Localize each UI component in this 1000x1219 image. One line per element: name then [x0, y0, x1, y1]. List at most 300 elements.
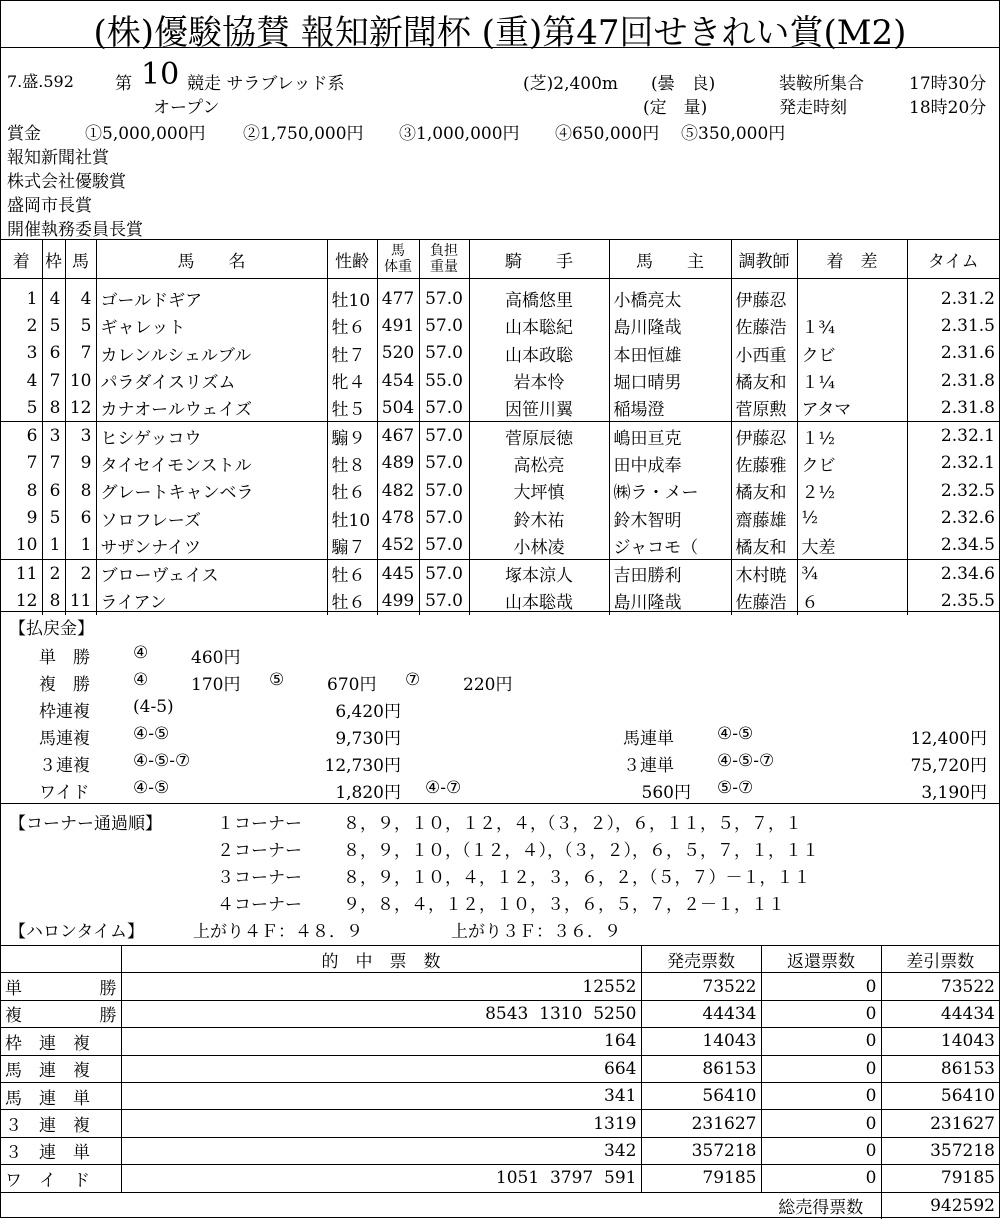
cell-burden: 57.0 — [419, 340, 469, 367]
cell-trainer: 佐藤浩 — [731, 587, 797, 614]
cell-time: 2.31.2 — [907, 279, 999, 313]
cell-frame: 1 — [42, 532, 65, 560]
cell-frame: 8 — [42, 587, 65, 614]
date-code: 7.盛.592 — [7, 72, 74, 91]
table-row — [1, 312, 999, 339]
sales-sold: 357218 — [641, 1137, 761, 1164]
sales-row — [1, 1137, 999, 1164]
cell-burden: 57.0 — [419, 450, 469, 477]
cell-frame: 4 — [42, 279, 65, 313]
cell-rank: 4 — [26, 370, 38, 391]
corner-1-order: ８，９，１０，１２，４，（３，２），６，１１，５，７，１ — [343, 814, 802, 834]
wide-label: ワイド — [39, 783, 90, 803]
prize-label: 賞金 — [7, 124, 41, 144]
sales-type — [1, 1000, 121, 1027]
col-time: タイム — [907, 240, 999, 279]
sales-refund: 0 — [761, 1055, 881, 1082]
col-sold: 発売票数 — [641, 946, 761, 973]
cell-name: ギャレット — [96, 312, 327, 339]
cell-owner: 鈴木智明 — [609, 504, 731, 531]
cell-time: 2.32.1 — [907, 450, 999, 477]
cell-rank: 10 — [15, 535, 38, 556]
cell-margin: １¼ — [797, 367, 907, 394]
cell-owner: 島川隆哉 — [609, 587, 731, 614]
last-4f: 上がり４Ｆ：４８．９ — [193, 922, 363, 942]
cell-margin: アタマ — [797, 394, 907, 422]
col-net: 差引票数 — [881, 946, 999, 973]
cell-name: パラダイスリズム — [96, 367, 327, 394]
table-row — [1, 422, 999, 450]
sales-row — [1, 1028, 999, 1055]
cell-name: ブローヴェイス — [96, 559, 327, 587]
cell-weight: 489 — [377, 450, 419, 477]
cell-sexage: 騸９ — [327, 422, 377, 450]
cell-burden: 57.0 — [419, 279, 469, 313]
sales-type: 馬 連 複 — [1, 1055, 121, 1082]
cell-owner: 吉田勝利 — [609, 559, 731, 587]
umatan-label: 馬連単 — [623, 729, 674, 749]
cell-sexage: 牡６ — [327, 312, 377, 339]
sales-type — [1, 973, 121, 1000]
race-prefix: 第 — [115, 74, 132, 94]
umaren-combo: ④-⑤ — [133, 724, 170, 744]
cell-rank: 9 — [26, 508, 38, 529]
cell-time: 2.31.6 — [907, 340, 999, 367]
cell-frame: 5 — [42, 312, 65, 339]
sales-sold: 86153 — [641, 1055, 761, 1082]
sales-sold: 79185 — [641, 1165, 761, 1192]
cell-weight: 499 — [377, 587, 419, 614]
prize-2: ②1,750,000円 — [243, 124, 364, 144]
cell-frame: 2 — [42, 559, 65, 587]
cell-rank: 3 — [26, 343, 38, 364]
sales-type-header — [1, 946, 121, 973]
sanrenpuku-label: ３連複 — [39, 756, 90, 776]
start-label: 発走時刻 — [779, 98, 847, 118]
wide-amount-1: 1,820円 — [335, 783, 401, 803]
col-rank: 着 — [1, 240, 42, 279]
cell-sexage: 牡５ — [327, 394, 377, 422]
sales-refund: 0 — [761, 1000, 881, 1027]
sales-net: 73522 — [881, 973, 999, 1000]
wakuren-combo: (4-5) — [133, 697, 174, 717]
sales-type-a: 単 — [5, 979, 22, 1000]
sales-type-b: 勝 — [99, 1006, 117, 1027]
cell-sexage: 牡７ — [327, 340, 377, 367]
cell-rank: 2 — [26, 315, 38, 336]
sales-row — [1, 1110, 999, 1137]
payout-label: 【払戻金】 — [9, 619, 94, 639]
sales-net: 14043 — [881, 1028, 999, 1055]
blank — [1, 1192, 121, 1219]
sanrenpuku-combo: ④-⑤-⑦ — [133, 751, 191, 771]
col-sexage: 性齢 — [327, 240, 377, 279]
corner-4-order: ９，８，４，１２，１０，３，６，５，７，２－１，１１ — [343, 895, 785, 915]
col-num: 馬 — [65, 240, 96, 279]
tansho-combo: ④ — [133, 643, 149, 663]
furlong-label: 【ハロンタイム】 — [9, 922, 144, 942]
cell-margin: クビ — [797, 340, 907, 367]
cell-name: サザンナイツ — [96, 532, 327, 560]
cell-time: 2.31.8 — [907, 367, 999, 394]
cell-frame: 6 — [42, 477, 65, 504]
corner-4-label: ４コーナー — [217, 895, 302, 915]
table-row — [1, 477, 999, 504]
cell-margin: ¾ — [797, 559, 907, 587]
race-number: 10 — [141, 57, 180, 92]
cell-burden: 57.0 — [419, 477, 469, 504]
cell-owner: 田中成奉 — [609, 450, 731, 477]
sales-hit: 664 — [121, 1055, 641, 1082]
cell-margin: １½ — [797, 422, 907, 450]
cell-trainer: 小西重 — [731, 340, 797, 367]
cell-frame: 7 — [42, 450, 65, 477]
cell-burden: 57.0 — [419, 394, 469, 422]
cell-frame: 8 — [42, 394, 65, 422]
cell-owner: ジャコモ（ — [609, 532, 731, 560]
cell-jockey: 小林凌 — [469, 532, 609, 560]
cell-rank: 7 — [26, 453, 38, 474]
wide-amount-3: 3,190円 — [921, 783, 987, 803]
cell-time: 2.34.6 — [907, 559, 999, 587]
sanrenpuku-amount: 12,730円 — [324, 756, 401, 776]
cell-burden: 57.0 — [419, 504, 469, 531]
umatan-amount: 12,400円 — [910, 729, 987, 749]
cell-jockey: 菅原辰徳 — [469, 422, 609, 450]
cell-weight: 454 — [377, 367, 419, 394]
cell-trainer: 佐藤浩 — [731, 312, 797, 339]
results-header-row — [1, 240, 999, 279]
cell-weight: 482 — [377, 477, 419, 504]
cell-time: 2.32.1 — [907, 422, 999, 450]
sales-hit: 1319 — [121, 1110, 641, 1137]
cell-num: 2 — [65, 559, 96, 587]
sales-type-b: 勝 — [99, 979, 117, 1000]
cell-sexage: 牡８ — [327, 450, 377, 477]
cell-weight: 491 — [377, 312, 419, 339]
table-row — [1, 559, 999, 587]
col-hit: 的 中 票 数 — [121, 946, 641, 973]
cell-time: 2.31.8 — [907, 394, 999, 422]
table-row — [1, 340, 999, 367]
cell-weight: 520 — [377, 340, 419, 367]
cell-weight: 477 — [377, 279, 419, 313]
cell-margin: 大差 — [797, 532, 907, 560]
cell-burden: 57.0 — [419, 532, 469, 560]
cell-num: 11 — [65, 587, 96, 614]
col-refund: 返還票数 — [761, 946, 881, 973]
results-table — [1, 239, 999, 615]
cell-num: 1 — [65, 532, 96, 560]
sales-sold: 44434 — [641, 1000, 761, 1027]
cell-name: タイセイモンストル — [96, 450, 327, 477]
sales-refund: 0 — [761, 1137, 881, 1164]
cell-jockey: 高松亮 — [469, 450, 609, 477]
cell-frame: 6 — [42, 340, 65, 367]
fukusho-combo-1: ④ — [133, 670, 149, 690]
cell-margin: クビ — [797, 450, 907, 477]
cell-burden: 57.0 — [419, 422, 469, 450]
sales-refund: 0 — [761, 1082, 881, 1109]
cell-jockey: 塚本涼人 — [469, 559, 609, 587]
cell-sexage: 牡６ — [327, 477, 377, 504]
col-name: 馬 名 — [96, 240, 327, 279]
table-row — [1, 450, 999, 477]
fukusho-label: 複 勝 — [39, 675, 90, 695]
blank — [121, 1192, 641, 1219]
cell-trainer: 橘友和 — [731, 477, 797, 504]
cell-num: 7 — [65, 340, 96, 367]
start-time: 18時20分 — [909, 98, 987, 118]
col-burden: 負担 重量 — [419, 240, 469, 279]
cell-margin — [797, 279, 907, 313]
sales-row — [1, 1000, 999, 1027]
cell-jockey: 山本聡哉 — [469, 587, 609, 614]
sales-net: 79185 — [881, 1165, 999, 1192]
cell-num: 10 — [65, 367, 96, 394]
cell-rank: 12 — [15, 590, 38, 611]
cell-owner: 小橋亮太 — [609, 279, 731, 313]
corner-3-order: ８，９，１０，４，１２，３，６，２，（５，７）－１，１１ — [343, 868, 811, 888]
fukusho-amount-1: 170円 — [191, 675, 241, 695]
blank — [641, 1192, 761, 1219]
cell-burden: 55.0 — [419, 367, 469, 394]
cell-trainer: 齋藤雄 — [731, 504, 797, 531]
sales-type: ３ 連 複 — [1, 1110, 121, 1137]
cell-rank: 1 — [26, 288, 38, 309]
prize-1: ①5,000,000円 — [85, 124, 206, 144]
cell-name: ライアン — [96, 587, 327, 614]
sales-type: ワ イ ド — [1, 1165, 121, 1192]
title-divider — [1, 47, 999, 48]
fukusho-combo-3: ⑦ — [405, 670, 421, 690]
gather-label: 装鞍所集合 — [779, 74, 864, 94]
cell-name: カナオールウェイズ — [96, 394, 327, 422]
cell-sexage: 牝４ — [327, 367, 377, 394]
cell-rank: 8 — [26, 480, 38, 501]
total-label: 総売得票数 — [761, 1192, 881, 1219]
sales-net: 231627 — [881, 1110, 999, 1137]
sales-net: 357218 — [881, 1137, 999, 1164]
cell-jockey: 山本政聡 — [469, 340, 609, 367]
sales-type: ３ 連 単 — [1, 1137, 121, 1164]
cell-time: 2.34.5 — [907, 532, 999, 560]
cell-weight: 504 — [377, 394, 419, 422]
results-bottom-divider — [1, 611, 999, 612]
wide-combo-1: ④-⑤ — [133, 778, 170, 798]
gather-time: 17時30分 — [909, 74, 987, 94]
cell-trainer: 伊藤忍 — [731, 279, 797, 313]
wakuren-label: 枠連複 — [39, 702, 90, 722]
col-margin: 着 差 — [797, 240, 907, 279]
cell-sexage: 牡10 — [327, 279, 377, 313]
cell-owner: ㈱ラ・メー — [609, 477, 731, 504]
col-jockey: 騎 手 — [469, 240, 609, 279]
last-3f: 上がり３Ｆ：３６．９ — [451, 922, 621, 942]
cell-time: 2.32.6 — [907, 504, 999, 531]
sales-row — [1, 973, 999, 1000]
cell-owner: 島川隆哉 — [609, 312, 731, 339]
cell-weight: 445 — [377, 559, 419, 587]
fukusho-combo-2: ⑤ — [269, 670, 285, 690]
cell-num: 6 — [65, 504, 96, 531]
sales-total-row — [1, 1192, 999, 1219]
cell-weight: 452 — [377, 532, 419, 560]
cell-time: 2.32.5 — [907, 477, 999, 504]
cell-time: 2.35.5 — [907, 587, 999, 614]
cell-trainer: 佐藤雅 — [731, 450, 797, 477]
prize-5: ⑤350,000円 — [681, 124, 786, 144]
col-weight: 馬 体重 — [377, 240, 419, 279]
wide-combo-3: ⑤-⑦ — [717, 778, 754, 798]
umaren-amount: 9,730円 — [335, 729, 401, 749]
cell-rank: 11 — [1, 559, 42, 587]
table-row — [1, 367, 999, 394]
cell-burden: 57.0 — [419, 559, 469, 587]
award-4: 開催執務委員長賞 — [7, 220, 143, 240]
cell-weight: 467 — [377, 422, 419, 450]
sales-refund: 0 — [761, 973, 881, 1000]
cell-sexage: 牡６ — [327, 587, 377, 614]
cell-sexage: 騸７ — [327, 532, 377, 560]
sales-hit: 12552 — [121, 973, 641, 1000]
col-frame: 枠 — [42, 240, 65, 279]
cell-trainer: 橘友和 — [731, 367, 797, 394]
cell-owner: 堀口晴男 — [609, 367, 731, 394]
cell-frame: 5 — [42, 504, 65, 531]
sales-hit: 1051 3797 591 — [121, 1165, 641, 1192]
cell-jockey: 大坪慎 — [469, 477, 609, 504]
cell-jockey: 山本聡紀 — [469, 312, 609, 339]
sales-sold: 14043 — [641, 1028, 761, 1055]
cell-name: ゴールドギア — [96, 279, 327, 313]
sales-type: 枠 連 複 — [1, 1028, 121, 1055]
cell-rank: 5 — [26, 397, 38, 418]
sales-header-row — [1, 946, 999, 973]
sales-sold: 73522 — [641, 973, 761, 1000]
race-class: オープン — [153, 98, 220, 118]
wakuren-amount: 6,420円 — [335, 702, 401, 722]
sales-sold: 56410 — [641, 1082, 761, 1109]
cell-sexage: 牡10 — [327, 504, 377, 531]
cell-margin: ６ — [797, 587, 907, 614]
cell-jockey: 鈴木祐 — [469, 504, 609, 531]
cell-frame: 3 — [42, 422, 65, 450]
sales-type-a: 複 — [5, 1006, 22, 1027]
sales-refund: 0 — [761, 1110, 881, 1137]
cell-margin: ½ — [797, 504, 907, 531]
surface-distance: (芝)2,400m — [523, 74, 619, 94]
cell-sexage: 牡６ — [327, 559, 377, 587]
cell-name: カレンルシェルブル — [96, 340, 327, 367]
table-row — [1, 394, 999, 422]
cell-num: 5 — [65, 312, 96, 339]
cell-time: 2.31.5 — [907, 312, 999, 339]
cell-margin: １¾ — [797, 312, 907, 339]
corner-3-label: ３コーナー — [217, 868, 302, 888]
cell-trainer: 木村暁 — [731, 559, 797, 587]
col-trainer: 調教師 — [731, 240, 797, 279]
sales-table — [1, 945, 999, 1219]
table-row — [1, 532, 999, 560]
cell-trainer: 菅原勲 — [731, 394, 797, 422]
corner-2-order: ８，９，１０，（１２，４），（３，２），６，５，７，１，１１ — [343, 841, 819, 861]
cell-margin: ２½ — [797, 477, 907, 504]
sales-hit: 342 — [121, 1137, 641, 1164]
cell-name: ヒシゲッコウ — [96, 422, 327, 450]
sales-row — [1, 1055, 999, 1082]
sales-refund: 0 — [761, 1028, 881, 1055]
cell-weight: 478 — [377, 504, 419, 531]
corner-1-label: １コーナー — [217, 814, 302, 834]
sales-sold: 231627 — [641, 1110, 761, 1137]
sales-hit: 341 — [121, 1082, 641, 1109]
umatan-combo: ④-⑤ — [717, 724, 754, 744]
table-row — [1, 279, 999, 313]
umaren-label: 馬連複 — [39, 729, 90, 749]
sales-type: 馬 連 単 — [1, 1082, 121, 1109]
race-suffix: 競走 サラブレッド系 — [187, 74, 345, 94]
cell-owner: 嶋田亘克 — [609, 422, 731, 450]
sanrentan-combo: ④-⑤-⑦ — [717, 751, 775, 771]
cell-trainer: 伊藤忍 — [731, 422, 797, 450]
sanrentan-label: ３連単 — [623, 756, 674, 776]
sales-hit: 164 — [121, 1028, 641, 1055]
cell-frame: 7 — [42, 367, 65, 394]
cell-num: 9 — [65, 450, 96, 477]
cell-name: グレートキャンベラ — [96, 477, 327, 504]
corner-2-label: ２コーナー — [217, 841, 302, 861]
prize-4: ④650,000円 — [555, 124, 660, 144]
cell-num: 4 — [65, 279, 96, 313]
fukusho-amount-3: 220円 — [463, 675, 513, 695]
sales-refund: 0 — [761, 1165, 881, 1192]
cell-num: 3 — [65, 422, 96, 450]
award-2: 株式会社優駿賞 — [7, 172, 126, 192]
sales-hit: 8543 1310 5250 — [121, 1000, 641, 1027]
sales-net: 86153 — [881, 1055, 999, 1082]
col-owner: 馬 主 — [609, 240, 731, 279]
payout-bottom-divider — [1, 803, 999, 804]
wide-combo-2: ④-⑦ — [425, 778, 462, 798]
table-row — [1, 504, 999, 531]
weight-rule: (定 量) — [643, 98, 708, 118]
cell-owner: 稲場澄 — [609, 394, 731, 422]
tansho-label: 単 勝 — [39, 648, 90, 668]
sales-row — [1, 1165, 999, 1192]
cell-num: 8 — [65, 477, 96, 504]
sales-row — [1, 1082, 999, 1109]
corners-label: 【コーナー通過順】 — [9, 814, 162, 834]
cell-num: 12 — [65, 394, 96, 422]
award-3: 盛岡市長賞 — [7, 196, 92, 216]
sales-net: 56410 — [881, 1082, 999, 1109]
weather-track: (曇 良) — [651, 74, 716, 94]
cell-name: ソロフレーズ — [96, 504, 327, 531]
cell-jockey: 岩本怜 — [469, 367, 609, 394]
tansho-amount: 460円 — [191, 648, 241, 668]
cell-jockey: 因笹川翼 — [469, 394, 609, 422]
wide-amount-2: 560円 — [641, 783, 691, 803]
sanrentan-amount: 75,720円 — [910, 756, 987, 776]
sales-net: 44434 — [881, 1000, 999, 1027]
prize-3: ③1,000,000円 — [399, 124, 520, 144]
page-title: (株)優駿協賛 報知新聞杯 (重)第47回せきれい賞(M2) — [93, 13, 907, 53]
cell-trainer: 橘友和 — [731, 532, 797, 560]
cell-burden: 57.0 — [419, 312, 469, 339]
total-value: 942592 — [881, 1192, 999, 1219]
cell-owner: 本田恒雄 — [609, 340, 731, 367]
